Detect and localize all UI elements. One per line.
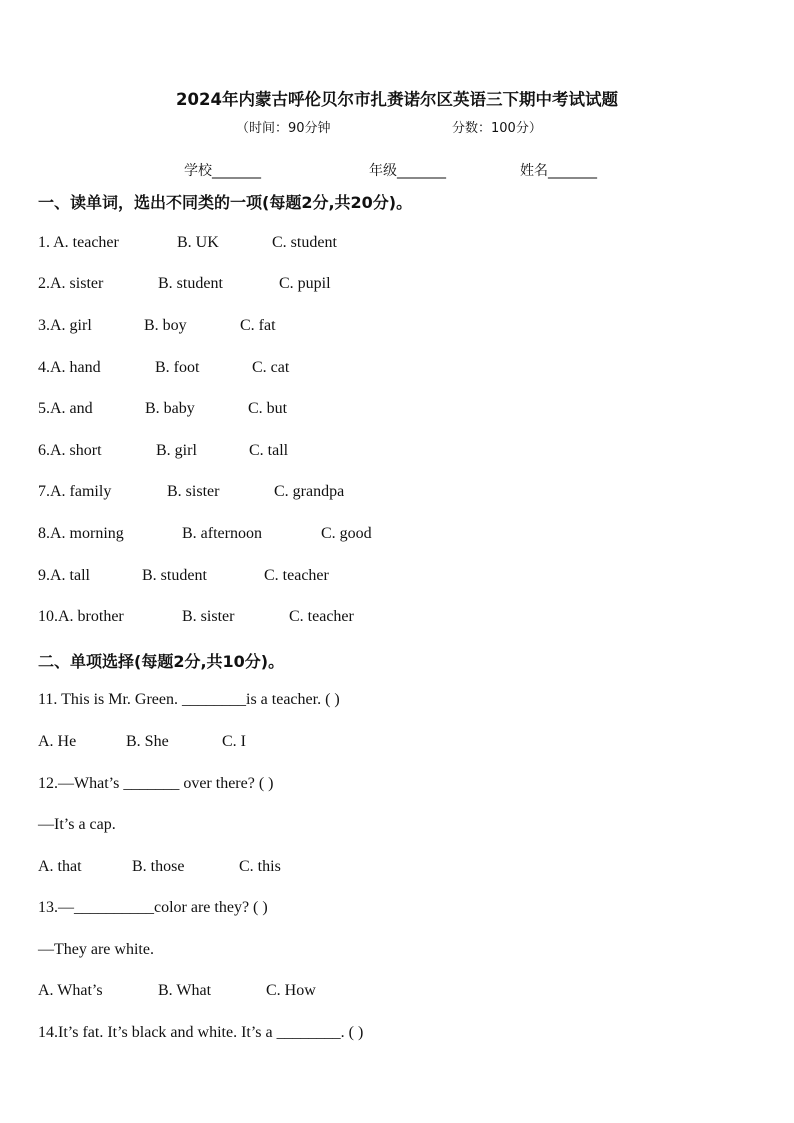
question-1-a: 1. A. teacher <box>38 234 119 251</box>
question-3-b: B. boy <box>144 317 187 334</box>
grade-field: 年级_______ <box>369 163 446 179</box>
question-12-reply: —It’s a cap. <box>38 816 116 833</box>
page-title: 2024年内蒙古呼伦贝尔市扎赉诺尔区英语三下期中考试试题 <box>176 90 618 109</box>
question-5-a: 5.A. and <box>38 400 93 417</box>
question-5-c: C. but <box>248 400 288 417</box>
question-5-b: B. baby <box>145 400 195 417</box>
question-1-b: B. UK <box>177 234 219 251</box>
question-7-a: 7.A. family <box>38 483 112 500</box>
question-1-c: C. student <box>272 234 337 251</box>
question-13-stem: 13.—__________color are they? ( ) <box>38 899 268 916</box>
question-13-b: B. What <box>158 982 212 999</box>
question-12-a: A. that <box>38 858 82 875</box>
question-7-b: B. sister <box>167 483 220 500</box>
question-6-b: B. girl <box>156 442 197 459</box>
question-9-a: 9.A. tall <box>38 567 90 584</box>
question-10-a: 10.A. brother <box>38 608 124 625</box>
question-8-b: B. afternoon <box>182 525 262 542</box>
question-8-a: 8.A. morning <box>38 525 124 542</box>
exam-score: 分数：100分） <box>452 121 542 136</box>
question-11-c: C. I <box>222 733 246 750</box>
section-1-heading: 一、读单词，选出不同类的一项(每题2分,共20分)。 <box>38 193 413 212</box>
exam-time: （时间：90分钟 <box>236 121 331 136</box>
question-13-a: A. What’s <box>38 982 103 999</box>
question-14-stem: 14.It’s fat. It’s black and white. It’s a ________. ( ) <box>38 1024 364 1041</box>
question-2-a: 2.A. sister <box>38 275 104 292</box>
question-2-c: C. pupil <box>279 275 331 292</box>
question-8-c: C. good <box>321 525 372 542</box>
question-9-b: B. student <box>142 567 207 584</box>
question-6-a: 6.A. short <box>38 442 102 459</box>
question-2-b: B. student <box>158 275 223 292</box>
question-10-b: B. sister <box>182 608 235 625</box>
question-7-c: C. grandpa <box>274 483 345 500</box>
question-4-a: 4.A. hand <box>38 359 101 376</box>
section-2-heading: 二、单项选择(每题2分,共10分)。 <box>38 652 285 671</box>
question-6-c: C. tall <box>249 442 289 459</box>
question-3-a: 3.A. girl <box>38 317 92 334</box>
school-field: 学校_______ <box>184 163 261 179</box>
question-4-b: B. foot <box>155 359 200 376</box>
question-13-c: C. How <box>266 982 316 999</box>
question-13-reply: —They are white. <box>38 941 154 958</box>
question-3-c: C. fat <box>240 317 276 334</box>
question-11-stem: 11. This is Mr. Green. ________is a teacher. ( ) <box>38 691 340 708</box>
question-10-c: C. teacher <box>289 608 354 625</box>
name-field: 姓名_______ <box>520 163 597 179</box>
question-11-a: A. He <box>38 733 77 750</box>
question-9-c: C. teacher <box>264 567 329 584</box>
question-12-stem: 12.—What’s _______ over there? ( ) <box>38 775 274 792</box>
question-11-b: B. She <box>126 733 169 750</box>
question-4-c: C. cat <box>252 359 290 376</box>
question-12-c: C. this <box>239 858 281 875</box>
question-12-b: B. those <box>132 858 185 875</box>
